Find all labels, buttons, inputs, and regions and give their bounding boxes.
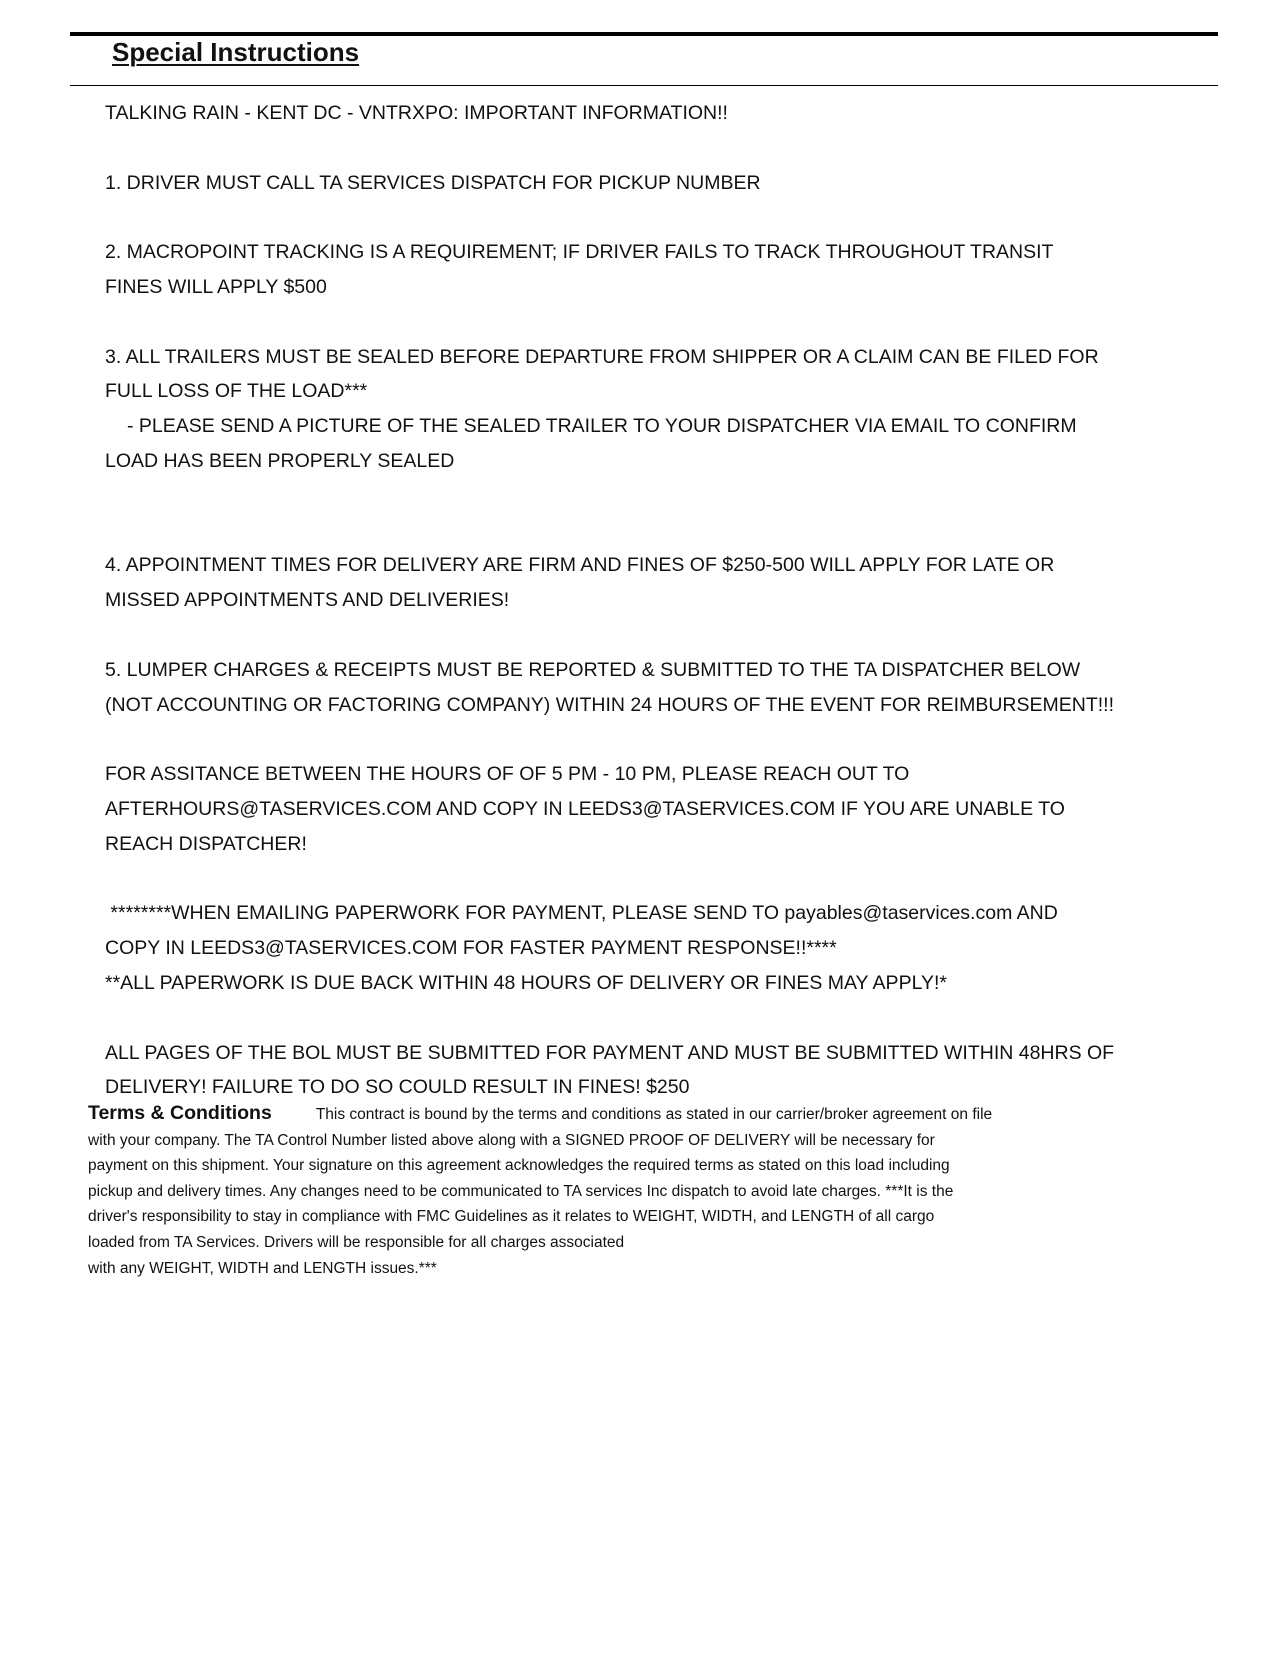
special-instructions-body bbox=[105, 96, 1225, 1105]
terms-heading: Terms & Conditions bbox=[88, 1102, 272, 1124]
spacer bbox=[105, 618, 1225, 653]
terms-line-5: driver's responsibility to stay in compliance with FMC Guidelines as it relates to WEIGHT, WIDTH, and LENGTH of all cargo bbox=[88, 1208, 935, 1226]
spacer bbox=[105, 200, 1225, 235]
bol-line-2: DELIVERY! FAILURE TO DO SO COULD RESULT IN FINES! $250 bbox=[105, 1076, 690, 1099]
spacer bbox=[105, 479, 1225, 549]
section-divider bbox=[70, 85, 1218, 86]
instruction-item-4-line-2: MISSED APPOINTMENTS AND DELIVERIES! bbox=[105, 589, 510, 612]
assistance-line-1: FOR ASSITANCE BETWEEN THE HOURS OF OF 5 PM - 10 PM, PLEASE REACH OUT TO bbox=[105, 763, 910, 786]
instruction-item-2-line-1: 2. MACROPOINT TRACKING IS A REQUIREMENT; IF DRIVER FAILS TO TRACK THROUGHOUT TRANSIT bbox=[105, 241, 1054, 264]
spacer bbox=[105, 305, 1225, 340]
instruction-item-5-line-2: (NOT ACCOUNTING OR FACTORING COMPANY) WITHIN 24 HOURS OF THE EVENT FOR REIMBURSEMENT!!! bbox=[105, 693, 1115, 716]
terms-line-6: loaded from TA Services. Drivers will be responsible for all charges associated bbox=[88, 1233, 625, 1251]
spacer bbox=[105, 131, 1225, 166]
bol-line-1: ALL PAGES OF THE BOL MUST BE SUBMITTED FOR PAYMENT AND MUST BE SUBMITTED WITHIN 48HRS OF bbox=[105, 1041, 1115, 1064]
terms-line-7: with any WEIGHT, WIDTH and LENGTH issues.*** bbox=[88, 1259, 437, 1277]
instruction-item-2-line-2: FINES WILL APPLY $500 bbox=[105, 275, 327, 298]
instruction-item-3-line-3: - PLEASE SEND A PICTURE OF THE SEALED TRAILER TO YOUR DISPATCHER VIA EMAIL TO CONFIRM bbox=[127, 415, 1077, 438]
instruction-item-3-line-1: 3. ALL TRAILERS MUST BE SEALED BEFORE DEPARTURE FROM SHIPPER OR A CLAIM CAN BE FILED FOR bbox=[105, 345, 1099, 368]
intro-line: TALKING RAIN - KENT DC - VNTRXPO: IMPORTANT INFORMATION!! bbox=[105, 102, 728, 124]
terms-and-conditions bbox=[88, 1101, 1188, 1281]
spacer bbox=[105, 862, 1225, 897]
section-title: Special Instructions bbox=[112, 37, 360, 67]
instruction-item-1: 1. DRIVER MUST CALL TA SERVICES DISPATCH FOR PICKUP NUMBER bbox=[105, 171, 761, 194]
assistance-line-2: AFTERHOURS@TASERVICES.COM AND COPY IN LEEDS3@TASERVICES.COM IF YOU ARE UNABLE TO bbox=[105, 797, 1065, 820]
payment-line-2: COPY IN LEEDS3@TASERVICES.COM FOR FASTER PAYMENT RESPONSE!!**** bbox=[105, 937, 837, 960]
instruction-item-3-line-2: FULL LOSS OF THE LOAD*** bbox=[105, 380, 368, 403]
terms-line-1 bbox=[88, 1101, 1188, 1128]
instruction-item-4-line-1: 4. APPOINTMENT TIMES FOR DELIVERY ARE FIRM AND FINES OF $250-500 WILL APPLY FOR LATE OR bbox=[105, 554, 1055, 577]
terms-text-1: This contract is bound by the terms and conditions as stated in our carrier/broker agreement on file bbox=[315, 1106, 993, 1123]
payment-line-3: **ALL PAPERWORK IS DUE BACK WITHIN 48 HOURS OF DELIVERY OR FINES MAY APPLY!* bbox=[105, 971, 947, 994]
assistance-line-3: REACH DISPATCHER! bbox=[105, 832, 307, 855]
terms-line-2: with your company. The TA Control Number listed above along with a SIGNED PROOF OF DELIVERY will be necessary for bbox=[88, 1131, 935, 1149]
terms-line-4: pickup and delivery times. Any changes need to be communicated to TA services Inc dispatch to avoid late charges. ***It is the bbox=[88, 1182, 954, 1200]
instruction-item-3-line-4: LOAD HAS BEEN PROPERLY SEALED bbox=[105, 449, 455, 472]
payment-line-1: ********WHEN EMAILING PAPERWORK FOR PAYMENT, PLEASE SEND TO payables@taservices.com AND bbox=[105, 902, 1058, 925]
spacer bbox=[105, 722, 1225, 757]
terms-line-3: payment on this shipment. Your signature on this agreement acknowledges the required terms as stated on this load including bbox=[88, 1157, 950, 1175]
instruction-item-5-line-1: 5. LUMPER CHARGES & RECEIPTS MUST BE REPORTED & SUBMITTED TO THE TA DISPATCHER BELOW bbox=[105, 658, 1081, 681]
spacer bbox=[105, 1001, 1225, 1036]
